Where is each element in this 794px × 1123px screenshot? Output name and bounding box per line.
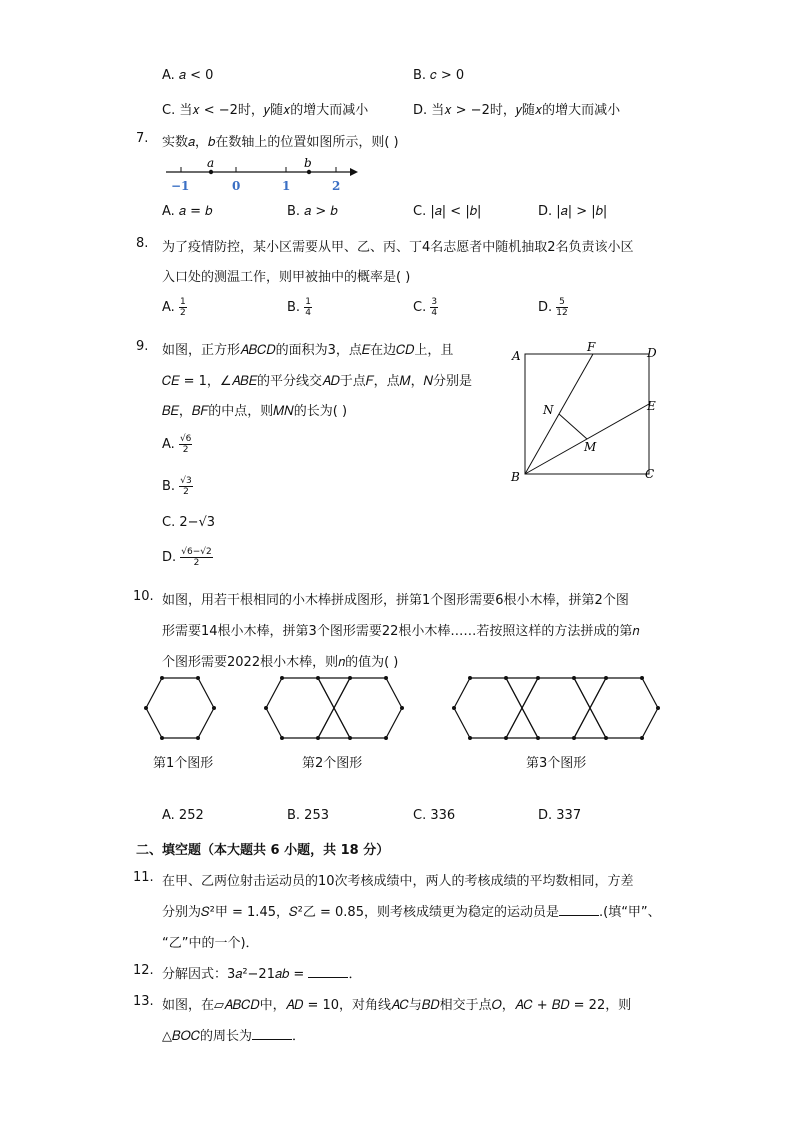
tick-label-1: 1 (282, 179, 291, 193)
point-b-label: 𝑏 (304, 156, 312, 170)
q9-line3: 𝐵𝐸，𝐵𝐹的中点，则𝑀𝑁的长为( ) (162, 404, 348, 419)
svg-text:F: F (587, 340, 596, 354)
q8-option-a: A. $\frac{1}{2}$ (162, 297, 186, 318)
svg-text:E: E (647, 399, 656, 413)
svg-text:B: B (511, 470, 520, 484)
q13-line2: △𝐵𝑂𝐶的周长为 ． (162, 1029, 306, 1044)
q10-option-c: C. 336 (413, 808, 456, 823)
q10-figure-1 (140, 672, 220, 744)
svg-text:C: C (645, 467, 655, 481)
q11-answer-blank (559, 903, 599, 916)
q12-text: 分解因式：3𝑎²−21𝑎𝑏 = ． (162, 967, 362, 982)
q9-line2: 𝐶𝐸 = 1，∠𝐴𝐵𝐸的平分线交𝐴𝐷于点𝐹，点𝑀，𝑁分别是 (162, 374, 473, 389)
q12-answer-blank (308, 965, 348, 978)
q8-option-b: B. $\frac{1}{4}$ (287, 297, 311, 318)
svg-text:M: M (584, 440, 597, 454)
q10-figure-2 (260, 672, 410, 744)
q11-line1: 在甲、乙两位射击运动员的10次考核成绩中，两人的考核成绩的平均数相同，方差 (162, 874, 634, 889)
q9-option-b: B. $\frac{√3}{2}$ (162, 476, 192, 497)
point-a-dot (209, 170, 213, 174)
q10-option-a: A. 252 (162, 808, 204, 823)
svg-text:A: A (512, 349, 521, 363)
q6-option-b: B. 𝑐 > 0 (413, 68, 465, 83)
svg-text:N: N (543, 403, 554, 417)
q7-option-b: B. 𝑎 > 𝑏 (287, 204, 338, 219)
q9-number: 9. (136, 339, 149, 354)
q10-line1: 如图，用若干根相同的小木棒拼成图形，拼第1个图形需要6根小木棒，拼第2个图 (162, 593, 629, 608)
q6-option-c: C. 当𝑥 < −2时，𝑦随𝑥的增大而减小 (162, 103, 369, 118)
q10-option-d: D. 337 (538, 808, 582, 823)
q10-figure-2-label: 第2个图形 (302, 756, 363, 771)
point-b-dot (307, 170, 311, 174)
q6-option-a: A. 𝑎 < 0 (162, 68, 214, 83)
section-2-title: 二、填空题（本大题共 6 小题，共 18 分） (136, 843, 390, 858)
q10-option-b: B. 253 (287, 808, 329, 823)
q8-option-d: D. $\frac{5}{12}$ (538, 297, 568, 318)
q8-line2: 入口处的测温工作，则甲被抽中的概率是( ) (162, 270, 411, 285)
point-a-label: 𝑎 (207, 156, 215, 170)
q7-option-a: A. 𝑎 = 𝑏 (162, 204, 213, 219)
q9-square-figure (505, 340, 665, 490)
q11-number: 11. (133, 870, 154, 885)
q6-option-d: D. 当𝑥 > −2时，𝑦随𝑥的增大而减小 (413, 103, 621, 118)
q8-number: 8. (136, 236, 149, 251)
q10-figure-3 (448, 672, 670, 744)
q13-answer-blank (252, 1027, 292, 1040)
q11-line2: 分别为𝑆²甲 = 1.45，𝑆²乙 = 0.85，则考核成绩更为稳定的运动员是 .(填“甲”、 (162, 905, 661, 920)
q10-figure-3-label: 第3个图形 (526, 756, 587, 771)
tick-label-2: 2 (332, 179, 341, 193)
q10-figure-1-label: 第1个图形 (153, 756, 214, 771)
q10-line3: 个图形需要2022根小木棒，则𝑛的值为( ) (162, 655, 399, 670)
q9-option-c: C. 2−√3 (162, 515, 216, 530)
q11-line3: “乙”中的一个)． (162, 936, 259, 951)
q9-line1: 如图，正方形𝐴𝐵𝐶𝐷的面积为3，点𝐸在边𝐶𝐷上，且 (162, 343, 454, 358)
q13-number: 13. (133, 994, 154, 1009)
q13-line1: 如图，在▱𝐴𝐵𝐶𝐷中，𝐴𝐷 = 10，对角线𝐴𝐶与𝐵𝐷相交于点𝑂，𝐴𝐶 + 𝐵𝐷 = 22，则 (162, 998, 632, 1013)
q10-line2: 形需要14根小木棒，拼第3个图形需要22根小木棒……若按照这样的方法拼成的第𝑛 (162, 624, 640, 639)
q9-option-d: D. $\frac{√6-√2}{2}$ (162, 547, 212, 568)
q7-number-line (160, 154, 370, 196)
q9-option-a: A. $\frac{√6}{2}$ (162, 434, 192, 455)
tick-label-0: 0 (232, 179, 241, 193)
q12-number: 12. (133, 963, 154, 978)
svg-text:D: D (647, 346, 657, 360)
q7-option-c: C. |𝑎| < |𝑏| (413, 204, 482, 219)
q8-line1: 为了疫情防控，某小区需要从甲、乙、丙、丁4名志愿者中随机抽取2名负责该小区 (162, 240, 634, 255)
q8-option-c: C. $\frac{3}{4}$ (413, 297, 438, 318)
q10-number: 10. (133, 589, 154, 604)
q7-option-d: D. |𝑎| > |𝑏| (538, 204, 608, 219)
q7-stem: 实数𝑎，𝑏在数轴上的位置如图所示，则( ) (162, 135, 399, 150)
q7-number: 7. (136, 131, 149, 146)
tick-label-neg1: −1 (171, 179, 190, 193)
